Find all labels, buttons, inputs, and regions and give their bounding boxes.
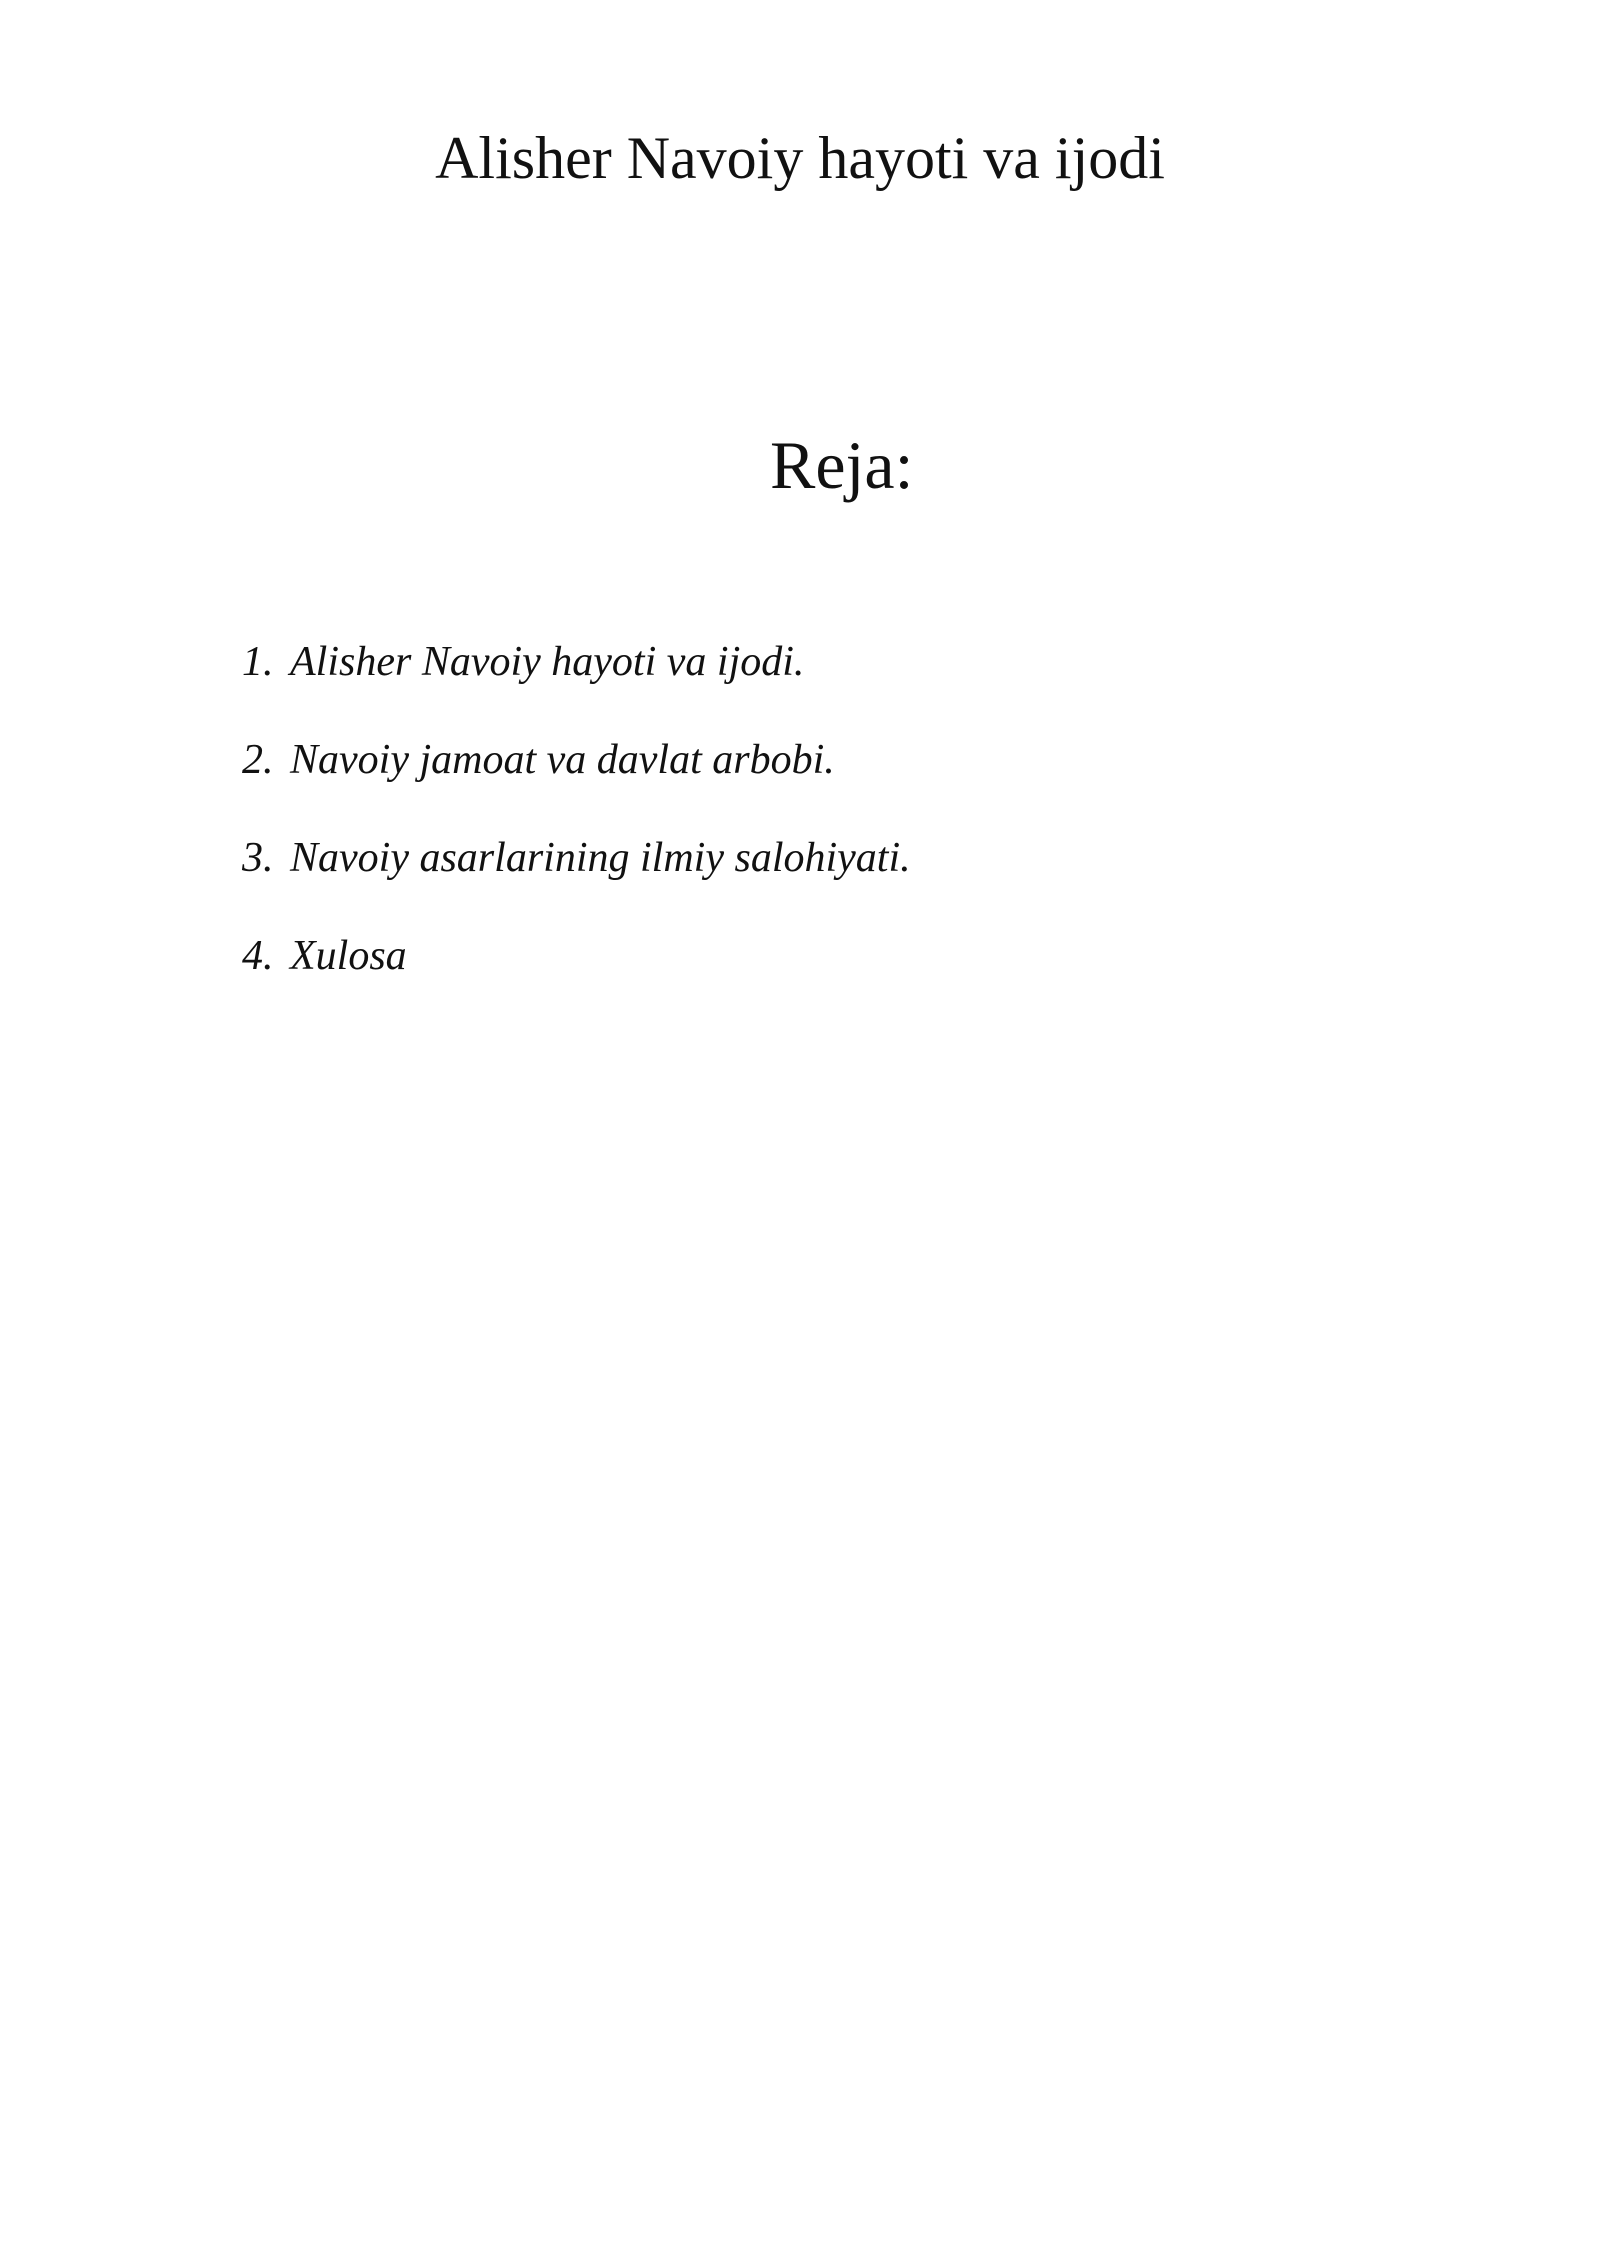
plan-item-number: 1. (242, 639, 274, 685)
plan-item-text: Xulosa (290, 933, 407, 979)
plan-list (242, 632, 911, 1024)
plan-item (242, 828, 911, 926)
plan-item (242, 632, 911, 730)
document-title: Alisher Navoiy hayoti va ijodi (435, 125, 1165, 191)
plan-item-text: Navoiy asarlarining ilmiy salohiyati. (290, 835, 911, 881)
plan-item-text: Navoiy jamoat va davlat arbobi. (290, 737, 835, 783)
plan-item-number: 3. (242, 835, 274, 881)
plan-item (242, 926, 911, 1024)
plan-item (242, 730, 911, 828)
plan-item-number: 4. (242, 933, 274, 979)
plan-heading: Reja: (770, 427, 914, 503)
plan-item-text: Alisher Navoiy hayoti va ijodi. (290, 639, 805, 685)
plan-item-number: 2. (242, 737, 274, 783)
